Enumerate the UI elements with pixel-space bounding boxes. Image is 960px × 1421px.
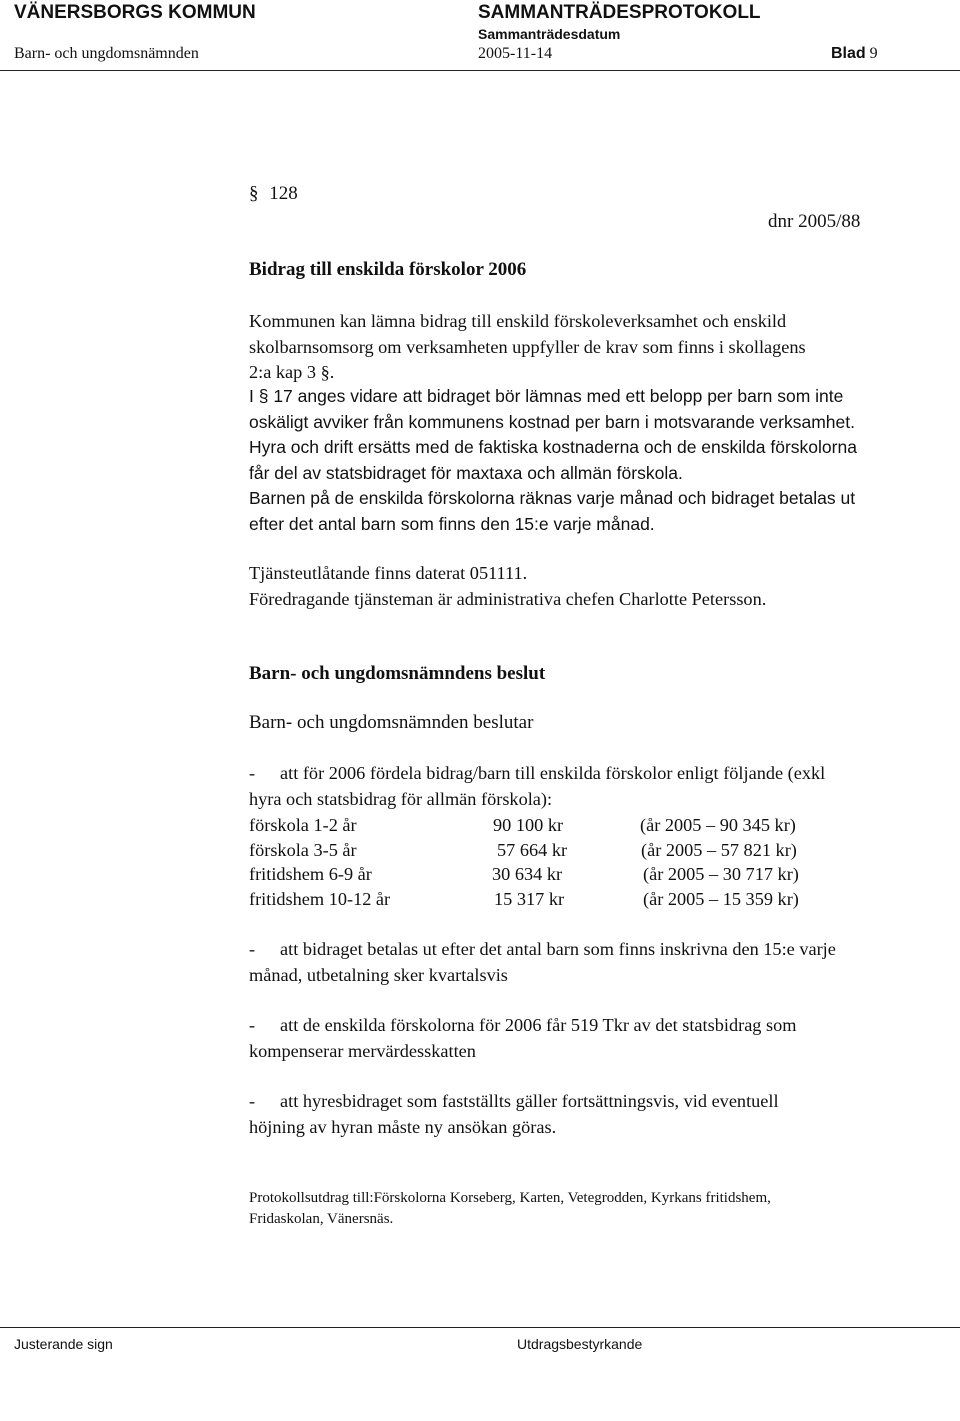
footer-certification-label: Utdragsbestyrkande (517, 1336, 643, 1352)
page-number: 9 (869, 45, 878, 62)
page-indicator (831, 45, 878, 63)
distribution-list: Protokollsutdrag till:Förskolorna Korseberg, Karten, Vetegrodden, Kyrkans fritidshem, Fridaskolan, Vänersnäs. (249, 1190, 771, 1227)
paragraph-5: Tjänsteutlåtande finns daterat 051111. Föredragande tjänsteman är administrativa chefen Charlotte Petersson. (249, 563, 767, 609)
decision-intro: Barn- och ungdomsnämnden beslutar (249, 712, 534, 733)
rate-amount: 15 317 kr (494, 889, 565, 909)
board-name: Barn- och ungdomsnämnden (14, 45, 199, 62)
rate-amount: 57 664 kr (497, 840, 568, 860)
dash: - (249, 1091, 256, 1111)
case-number: dnr 2005/88 (768, 211, 861, 232)
meeting-date-label: Sammanträdesdatum (478, 26, 621, 42)
rate-previous: (år 2005 – 15 359 kr) (643, 889, 799, 909)
paragraph-1: Kommunen kan lämna bidrag till enskild förskoleverksamhet och enskild skolbarnsomsorg om verksamheten uppfyller de krav som finns i skollagens 2:a kap 3 §. (249, 311, 806, 382)
footer-divider (0, 1327, 960, 1328)
section-number (249, 183, 298, 205)
section-number-value: 128 (269, 183, 298, 204)
footer-signature-label: Justerande sign (14, 1336, 113, 1352)
rate-amount: 90 100 kr (493, 815, 564, 835)
decision-item-2: - att bidraget betalas ut efter det antal barn som finns inskrivna den 15:e varje månad, utbetalning sker kvartalsvis (249, 939, 836, 985)
section-symbol: § (249, 183, 259, 204)
dash: - (249, 1015, 256, 1035)
decision-item-4: - att hyresbidraget som fastställts gäller fortsättningsvis, vid eventuell höjning av hyran måste ny ansökan göras. (249, 1091, 779, 1137)
rate-amount: 30 634 kr (492, 864, 563, 884)
rate-category: fritidshem 6-9 år (249, 864, 372, 884)
decision-item-1: - att för 2006 fördela bidrag/barn till enskilda förskolor enligt följande (exkl hyra och statsbidrag för allmän förskola): (249, 763, 826, 809)
rate-previous: (år 2005 – 90 345 kr) (640, 815, 796, 835)
decision-heading: Barn- och ungdomsnämndens beslut (249, 663, 546, 684)
decision-item-3: - att de enskilda förskolorna för 2006 får 519 Tkr av det statsbidrag som kompenserar mervärdesskatten (249, 1015, 797, 1061)
section-title: Bidrag till enskilda förskolor 2006 (249, 259, 527, 280)
header-divider (0, 70, 960, 71)
dash: - (249, 763, 256, 783)
rate-category: fritidshem 10-12 år (249, 889, 391, 909)
paragraph-4: Barnen på de enskilda förskolorna räknas varje månad och bidraget betalas ut efter det antal barn som finns den 15:e varje månad. (249, 488, 856, 534)
rate-category: förskola 3-5 år (249, 840, 357, 860)
rate-category: förskola 1-2 år (249, 815, 357, 835)
dash: - (249, 939, 256, 959)
document-type: SAMMANTRÄDESPROTOKOLL (478, 2, 761, 23)
paragraph-3: Hyra och drift ersätts med de faktiska kostnaderna och de enskilda förskolorna får del av statsbidraget för maxtaxa och allmän förskola. (249, 437, 857, 483)
meeting-date: 2005-11-14 (478, 45, 553, 62)
page-label: Blad (831, 45, 866, 62)
paragraph-2: I § 17 anges vidare att bidraget bör lämnas med ett belopp per barn som inte oskäligt avviker från kommunens kostnad per barn i motsvarande verksamhet. (249, 386, 855, 432)
rate-previous: (år 2005 – 57 821 kr) (641, 840, 797, 860)
rate-previous: (år 2005 – 30 717 kr) (643, 864, 799, 884)
organization-name: VÄNERSBORGS KOMMUN (14, 2, 256, 23)
